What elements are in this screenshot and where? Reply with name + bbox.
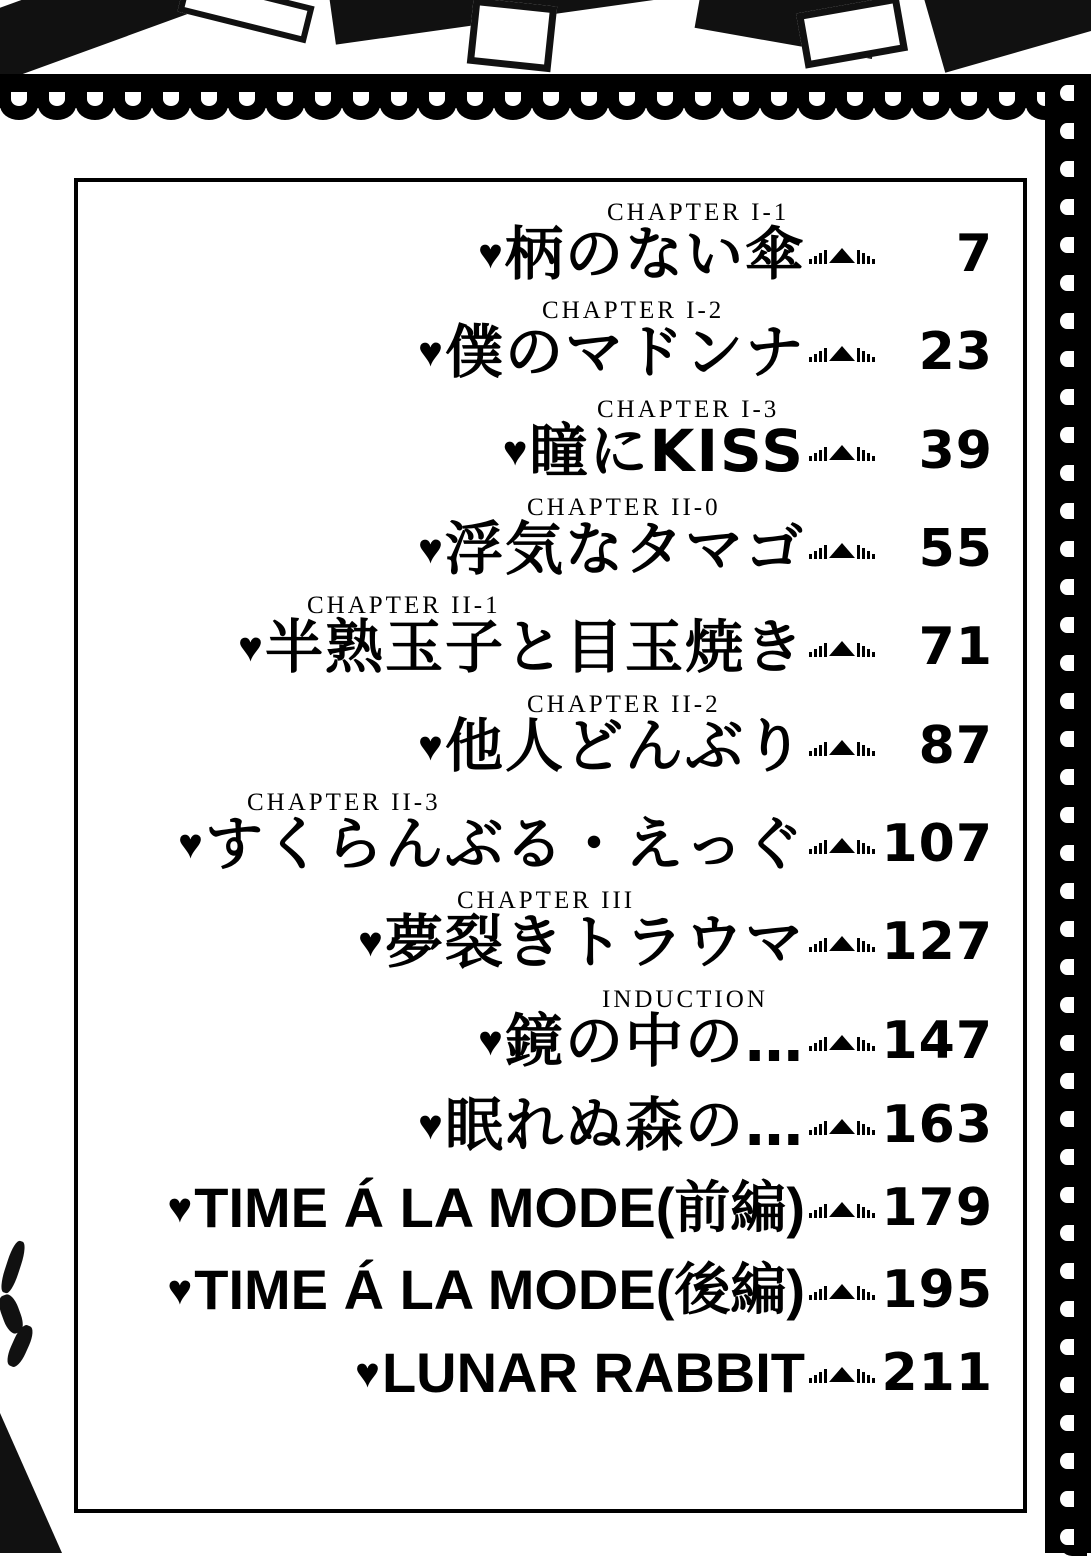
toc-title[interactable]: 鏡の中の…	[504, 1006, 805, 1075]
triangle-icon	[829, 1202, 855, 1217]
ornament-band-right	[1045, 74, 1091, 1553]
chapter-label: INDUCTION	[602, 985, 768, 1013]
scallop-ornament	[456, 90, 494, 120]
scallop-ornament	[342, 90, 380, 120]
toc-title[interactable]: 浮気なタマゴ	[444, 514, 805, 583]
leader-bars-left	[809, 248, 827, 264]
decoration-shard	[467, 0, 557, 72]
toc-entry[interactable]	[102, 1340, 993, 1404]
toc-entry-line	[102, 514, 993, 583]
chapter-label: CHAPTER I-3	[597, 395, 780, 423]
scallop-ornament	[1057, 1024, 1087, 1062]
page-number: 55	[918, 519, 993, 580]
chapter-label: CHAPTER II-0	[527, 493, 721, 521]
toc-title[interactable]: TIME Á LA MODE(前編)	[194, 1176, 805, 1240]
scallop-ornament	[836, 90, 874, 120]
scallop-ornament	[190, 90, 228, 120]
scallop-ornament	[1057, 1138, 1087, 1176]
scallop-ornament	[608, 90, 646, 120]
heart-icon: ♥	[178, 820, 203, 868]
toc-entry[interactable]	[102, 788, 993, 878]
toc-title[interactable]: すくらんぶる・えっぐ	[204, 809, 805, 878]
toc-entry[interactable]	[102, 985, 993, 1075]
toc-title[interactable]: 夢裂きトラウマ	[384, 908, 805, 977]
heart-icon: ♥	[167, 1266, 193, 1314]
toc-entry-line	[102, 613, 993, 682]
scallop-ornament	[38, 90, 76, 120]
scallop-ornament	[1057, 758, 1087, 796]
scallop-ornament	[1057, 1176, 1087, 1214]
decoration-shard	[177, 0, 314, 43]
leader-ornament	[809, 336, 875, 362]
leader-bars-right	[857, 1035, 875, 1051]
scallop-ornament	[1057, 416, 1087, 454]
scallop-ornament	[494, 90, 532, 120]
leader-bars-left	[809, 1367, 827, 1383]
heart-icon: ♥	[418, 328, 443, 376]
leader-ornament	[809, 926, 875, 952]
heart-icon: ♥	[478, 230, 503, 278]
scallop-ornament	[1057, 188, 1087, 226]
toc-entry-line	[102, 711, 993, 780]
scallop-ornament	[380, 90, 418, 120]
leader-bars-left	[809, 740, 827, 756]
heart-icon: ♥	[478, 1016, 503, 1064]
scallop-ornament	[228, 90, 266, 120]
leader-bars-right	[857, 1284, 875, 1300]
scallop-ornament	[950, 90, 988, 120]
scallop-row	[0, 90, 1091, 120]
scallop-ornament	[570, 90, 608, 120]
heart-icon: ♥	[418, 721, 443, 769]
leader-ornament	[809, 730, 875, 756]
page-number: 87	[918, 715, 993, 776]
page-number: 23	[918, 322, 993, 383]
chapter-label: CHAPTER II-2	[527, 690, 721, 718]
scallop-ornament	[1057, 1366, 1087, 1404]
scallop-ornament	[1057, 1404, 1087, 1442]
leader-ornament	[809, 533, 875, 559]
leader-ornament	[809, 1192, 875, 1218]
scallop-ornament	[1057, 454, 1087, 492]
scallop-ornament	[76, 90, 114, 120]
toc-title[interactable]: LUNAR RABBIT	[381, 1340, 805, 1404]
scallop-ornament	[1057, 1442, 1087, 1480]
toc-entry[interactable]	[102, 1176, 993, 1240]
page-number: 195	[881, 1260, 993, 1321]
table-of-contents-frame	[74, 178, 1027, 1513]
toc-title[interactable]: TIME Á LA MODE(後編)	[194, 1258, 805, 1322]
brush-stroke-decoration	[0, 1240, 40, 1370]
decoration-shard	[923, 0, 1091, 73]
page-number: 163	[881, 1094, 993, 1155]
scallop-column	[1045, 74, 1089, 1553]
leader-ornament	[809, 1109, 875, 1135]
toc-title[interactable]: 他人どんぶり	[444, 711, 805, 780]
toc-entry[interactable]	[102, 592, 993, 682]
triangle-icon	[829, 740, 855, 755]
leader-bars-right	[857, 838, 875, 854]
corner-wedge-decoration	[0, 1353, 62, 1553]
decoration-shard	[796, 0, 908, 69]
toc-entry-line	[102, 318, 993, 387]
scallop-ornament	[1057, 1214, 1087, 1252]
scallop-ornament	[1057, 606, 1087, 644]
triangle-icon	[829, 838, 855, 853]
toc-entry[interactable]	[102, 887, 993, 977]
scallop-ornament	[1057, 644, 1087, 682]
page-number: 211	[881, 1342, 993, 1403]
chapter-label: CHAPTER I-2	[542, 297, 725, 325]
toc-entry-line	[102, 1258, 993, 1322]
chapter-label: CHAPTER II-1	[307, 592, 501, 620]
toc-title[interactable]: 眠れぬ森の…	[444, 1090, 805, 1159]
scallop-ornament	[1057, 1100, 1087, 1138]
heart-icon: ♥	[355, 1348, 380, 1396]
triangle-icon	[829, 445, 855, 460]
page-number: 179	[881, 1178, 993, 1239]
table-of-contents-list	[102, 200, 993, 1402]
scallop-ornament	[874, 90, 912, 120]
scallop-ornament	[1057, 74, 1087, 112]
scallop-ornament	[0, 90, 38, 120]
leader-ornament	[809, 435, 875, 461]
leader-bars-left	[809, 445, 827, 461]
heart-icon: ♥	[502, 426, 528, 474]
leader-bars-left	[809, 1202, 827, 1218]
scallop-ornament	[1057, 682, 1087, 720]
scallop-ornament	[1057, 302, 1087, 340]
leader-bars-left	[809, 346, 827, 362]
leader-ornament	[809, 1274, 875, 1300]
scallop-ornament	[646, 90, 684, 120]
heart-icon: ♥	[418, 1100, 443, 1148]
toc-entry[interactable]	[102, 493, 993, 583]
toc-entry[interactable]	[102, 690, 993, 780]
scallop-ornament	[152, 90, 190, 120]
scallop-ornament	[304, 90, 342, 120]
scallop-ornament	[1057, 948, 1087, 986]
page-number: 7	[955, 224, 993, 285]
heart-icon: ♥	[167, 1184, 193, 1232]
triangle-icon	[829, 346, 855, 361]
triangle-icon	[829, 1119, 855, 1134]
leader-bars-left	[809, 543, 827, 559]
leader-bars-right	[857, 641, 875, 657]
toc-title[interactable]: 柄のない傘	[504, 220, 805, 288]
scallop-ornament	[1057, 872, 1087, 910]
leader-ornament	[809, 238, 875, 264]
scallop-ornament	[988, 90, 1026, 120]
toc-title[interactable]: 僕のマドンナ	[444, 318, 805, 387]
triangle-icon	[829, 1284, 855, 1299]
leader-bars-left	[809, 838, 827, 854]
scallop-ornament	[114, 90, 152, 120]
scallop-ornament	[760, 90, 798, 120]
scallop-ornament	[1057, 340, 1087, 378]
triangle-icon	[829, 936, 855, 951]
toc-entry[interactable]	[102, 297, 993, 387]
toc-entry[interactable]	[102, 199, 993, 288]
leader-bars-right	[857, 445, 875, 461]
scallop-ornament	[1057, 150, 1087, 188]
triangle-icon	[829, 1035, 855, 1050]
toc-entry-line	[102, 1090, 993, 1159]
toc-entry[interactable]	[102, 1090, 993, 1159]
heart-icon: ♥	[358, 918, 383, 966]
toc-entry-line	[102, 1340, 993, 1404]
toc-entry-line	[102, 1176, 993, 1240]
leader-bars-right	[857, 346, 875, 362]
scallop-ornament	[1057, 1252, 1087, 1290]
scallop-ornament	[1057, 226, 1087, 264]
toc-entry[interactable]	[102, 395, 993, 485]
scallop-ornament	[1057, 378, 1087, 416]
leader-bars-right	[857, 543, 875, 559]
leader-ornament	[809, 1025, 875, 1051]
leader-ornament	[809, 1357, 875, 1383]
leader-bars-right	[857, 248, 875, 264]
toc-title[interactable]: 瞳にKISS	[529, 416, 805, 485]
leader-bars-right	[857, 1119, 875, 1135]
scallop-ornament	[1057, 720, 1087, 758]
triangle-icon	[829, 543, 855, 558]
leader-bars-right	[857, 936, 875, 952]
ornament-band-top	[0, 74, 1091, 108]
leader-bars-right	[857, 740, 875, 756]
scallop-ornament	[266, 90, 304, 120]
page-number: 39	[918, 420, 993, 481]
triangle-icon	[829, 248, 855, 263]
scallop-ornament	[1057, 530, 1087, 568]
scallop-ornament	[722, 90, 760, 120]
page-number: 147	[881, 1010, 993, 1071]
page-number: 71	[918, 617, 993, 678]
toc-entry-line	[102, 220, 993, 288]
toc-entry-line	[102, 908, 993, 977]
leader-bars-left	[809, 1035, 827, 1051]
page-number: 107	[881, 814, 993, 875]
toc-title[interactable]: 半熟玉子と目玉焼き	[264, 613, 805, 682]
leader-bars-right	[857, 1367, 875, 1383]
page-number: 127	[881, 912, 993, 973]
toc-entry-line	[102, 809, 993, 878]
heart-icon: ♥	[418, 525, 443, 573]
leader-ornament	[809, 828, 875, 854]
leader-bars-left	[809, 641, 827, 657]
scallop-ornament	[1057, 1480, 1087, 1518]
heart-icon: ♥	[238, 623, 263, 671]
scallop-ornament	[1057, 1518, 1087, 1556]
leader-ornament	[809, 631, 875, 657]
triangle-icon	[829, 641, 855, 656]
scallop-ornament	[1057, 796, 1087, 834]
chapter-label: CHAPTER III	[457, 887, 636, 915]
scallop-ornament	[1057, 1062, 1087, 1100]
toc-entry-line	[102, 1006, 993, 1075]
leader-bars-left	[809, 936, 827, 952]
leader-bars-left	[809, 1284, 827, 1300]
chapter-label: CHAPTER I-1	[607, 199, 790, 226]
scallop-ornament	[1057, 112, 1087, 150]
scallop-ornament	[1057, 1290, 1087, 1328]
leader-bars-left	[809, 1119, 827, 1135]
scallop-ornament	[684, 90, 722, 120]
leader-bars-right	[857, 1202, 875, 1218]
scallop-ornament	[798, 90, 836, 120]
top-decoration-strip	[0, 0, 1091, 78]
scallop-ornament	[1057, 1328, 1087, 1366]
triangle-icon	[829, 1367, 855, 1382]
toc-entry-line	[102, 416, 993, 485]
scallop-ornament	[418, 90, 456, 120]
scallop-ornament	[1057, 492, 1087, 530]
toc-entry[interactable]	[102, 1258, 993, 1322]
scallop-ornament	[1057, 264, 1087, 302]
scallop-ornament	[1057, 568, 1087, 606]
chapter-label: CHAPTER II-3	[247, 788, 441, 816]
scallop-ornament	[912, 90, 950, 120]
scallop-ornament	[1057, 834, 1087, 872]
scallop-ornament	[1057, 910, 1087, 948]
scallop-ornament	[532, 90, 570, 120]
scallop-ornament	[1057, 986, 1087, 1024]
